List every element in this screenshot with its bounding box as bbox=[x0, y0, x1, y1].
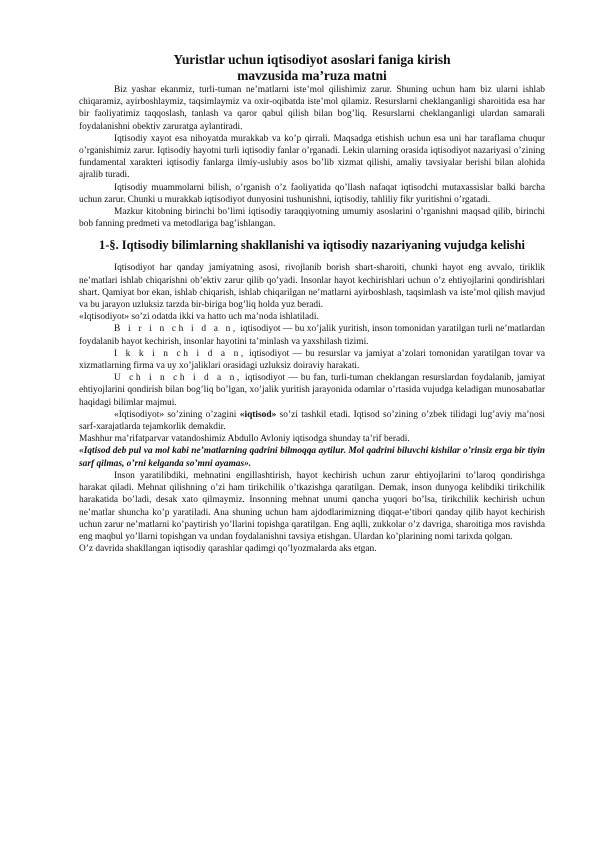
body-paragraph: Mashhur ma’rifatparvar vatandoshimiz Abdullo Avloniy iqtisodga shunday ta’rif beradi. bbox=[79, 434, 410, 445]
definition-text: iqtisodiyot — bu fan, turli-tuman cheklangan resurslardan foydalanib, jamiyat ehtiyojlarini qondirish bilan bog’liq bo’lgan, xo’jalik yuritish jarayonida odamlar o’rtasida vujudga keladigan munosabatlar haqidagi bilimlar majmui. bbox=[79, 373, 546, 408]
definition-lead-word: U ch i n ch i d a n, bbox=[114, 373, 242, 384]
bold-term: «iqtisod» bbox=[239, 409, 277, 420]
definition-lead-word: I k k i n ch i d a n, bbox=[114, 348, 246, 359]
body-paragraph: «Iqtisodiyot» so’zi odatda ikki va hatto uch ma’noda ishlatiladi. bbox=[79, 312, 319, 323]
text-run: so’zi tashkil etadi. Iqtisod so’zining o’zbek tilidagi lug’aviy ma’nosi sarf-xarajatlarda tejamkorlik demakdir. bbox=[79, 409, 545, 433]
body-paragraph bbox=[79, 409, 545, 433]
intro-paragraph: Mazkur kitobning birinchi bo’limi iqtisodiy taraqqiyotning umumiy asoslarini o’rganishni maqsad qilib, birinchi bob fanning predmeti va metodlariga bag’ishlangan. bbox=[79, 207, 545, 230]
definition-lead-word: B i r i n ch i d a n, bbox=[114, 324, 238, 335]
document-title bbox=[79, 52, 545, 84]
quotation: «Iqtisod deb pul va mol kabi ne’matlarning qadrini bilmoqqa aytilur. Mol qadrini biluvchi kishilar o’rinsiz erga bir tiyin sarf qilmas, o’rni kelganda so’mni ayamas». bbox=[79, 446, 545, 469]
definition-paragraph-3 bbox=[79, 372, 545, 409]
title-line-1: Yuristlar uchun iqtisodiyot asoslari faniga kirish bbox=[173, 52, 451, 67]
title-line-2: mavzusida ma’ruza matni bbox=[237, 68, 387, 83]
intro-paragraph: Iqtisodiy muammolarni bilish, o’rganish o’z faoliyatida qo’llash nafaqat iqtisodchi mutaxassislar balki barcha uchun zarur. Chunki u murakkab iqtisodiyot dunyosini tushunishni, iqtisodiy, tahliliy fikr yuritishni o’rgatadi. bbox=[79, 182, 545, 205]
intro-paragraph: Biz yashar ekanmiz, turli-tuman ne’matlarni iste’mol qilishimiz zarur. Shuning uchun ham biz ularni ishlab chiqaramiz, ayirboshlaymiz, taqsimlaymiz va oxir-oqibatda iste’mol qilamiz. Resurslarni cheklanganligi sharoitida esa har bir faoliyatimiz taqqoslash, tanlash va qaror qabul qilish bilan bog’liq. Resurslarni cheklanganligi ulardan samarali foydalanishni obektiv zaruratga aylantiradi. bbox=[79, 85, 545, 132]
body-paragraph: O’z davrida shakllangan iqtisodiy qarashlar qadimgi qo’lyozmalarda aks etgan. bbox=[79, 544, 377, 555]
body-paragraph: Inson yaratilibdiki, mehnatini engillashtirish, hayot kechirish uchun zarur ehtiyojlarini to’laroq qondirishga harakat qiladi. Mehnat qilishning o’zi ham tirikchilik o’tkazishga qaratilgan. Demak, inson dunyoga kelibdiki tirikchilik harakatida bo’ladi, desak xato qilmaymiz. Insonning mehnat unumi qancha yuqori bo’lsa, tirikchilik kechirish uchun ne’matlar shuncha ko’p yaratiladi. Ana shuning uchun ham ajdodlarimizning diqqat-e’tibori qanday qilib hayot kechirish uchun zarur ne’matlarni ko’paytirish yo’llarini topishga qaratilgan. Eng aqlli, zukkolar o’z davriga, sharoitiga mos ravishda eng maqbul yo’llarni topishgan va undan foydalanishni tavsiya etishgan. Ulardan ko’plarining nomi tarixda qolgan. bbox=[79, 470, 545, 542]
definition-text: iqtisodiyot — bu resurslar va jamiyat a’zolari tomonidan yaratilgan tovar va xizmatlarning firma va uy xo’jaliklari orasidagi uzluksiz doiraviy harakati. bbox=[79, 348, 545, 372]
section-heading: 1-§. Iqtisodiy bilimlarning shakllanishi va iqtisodiy nazariyaning vujudga kelishi bbox=[99, 238, 525, 253]
intro-paragraph: Iqtisodiy xayot esa nihoyatda murakkab va ko’p qirrali. Maqsadga etishish uchun esa uni har taraflama chuqur o’rganishimiz zarur. Iqtisodiy hayotni turli iqtisodiy fanlar o’rganadi. Lekin ularning orasida iqtisodiyot nazariyasi o’zining fundamental xarakteri iqtisodiy fanlarga ilmiy-uslubiy asos bo’lib xizmat qilishi, amaliy tavsiyalar berishi bilan alohida ajralib turadi. bbox=[79, 133, 545, 181]
definition-paragraph-1 bbox=[79, 323, 545, 347]
document-page bbox=[79, 52, 545, 555]
definition-text: iqtisodiyot — bu xo’jalik yuritish, inson tomonidan yaratilgan turli ne’matlardan foydalanib hayot kechirish, insonlar hayotini ta’minlash va yaxshilash tizimi. bbox=[79, 324, 545, 347]
text-run: «Iqtisodiyot» so’zining o’zagini bbox=[114, 409, 240, 420]
definition-paragraph-2 bbox=[79, 348, 545, 372]
body-paragraph: Iqtisodiyot har qanday jamiyatning asosi, rivojlanib borish shart-sharoiti, chunki hayot eng avvalo, tiriklik ne’matlari ishlab chiqarishni ob’ektiv zarur qilib qo’yadi. Insonlar hayot kechirishlari uchun o’z ehtiyojlarini qondirishlari shart. Qamiyat bor ekan, ishlab chiqarish, ishlab chiqarilgan ne’matlarni ayirboshlash, taqsimlash va iste’mol qilish mavjud va bu jarayon uzluksiz tarzda bir-biriga bog’liq holda yuz beradi. bbox=[79, 263, 545, 311]
